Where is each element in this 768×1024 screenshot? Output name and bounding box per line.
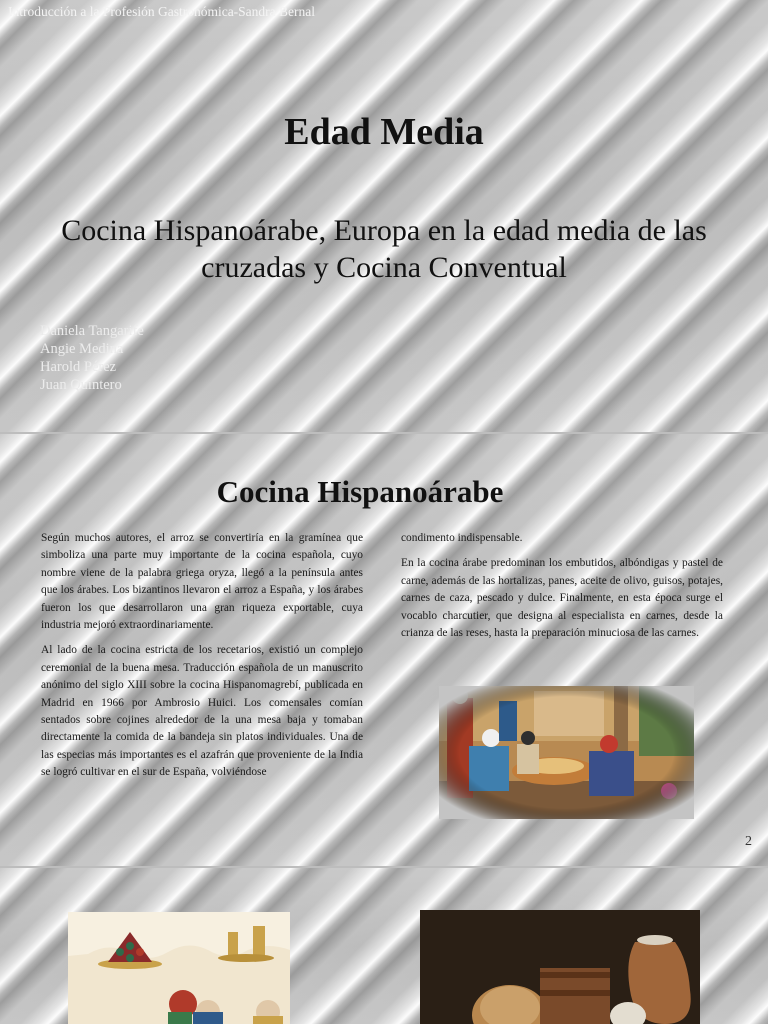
author-name: Daniela Tangarife bbox=[40, 323, 144, 339]
manuscript-illustration-image bbox=[68, 912, 290, 1024]
title-slide bbox=[0, 0, 768, 432]
paragraph: condimento indispensable. bbox=[401, 532, 523, 544]
next-slide bbox=[0, 868, 768, 1024]
still-life-painting bbox=[420, 910, 700, 1024]
author-name: Harold Pérez bbox=[40, 359, 117, 375]
slide-subtitle: Cocina Hispanoárabe, Europa en la edad media de las cruzadas y Cocina Conventual bbox=[61, 214, 707, 284]
still-life-painting-image bbox=[420, 910, 700, 1024]
course-header: Introducción a la Profesión Gastronómica-Sandra Bernal bbox=[8, 4, 316, 19]
author-list bbox=[40, 322, 144, 394]
page-number: 2 bbox=[745, 834, 752, 849]
feast-painting-image bbox=[439, 686, 694, 819]
text-column-left bbox=[41, 530, 363, 790]
author-name: Juan Quintero bbox=[40, 377, 122, 393]
text-column-right bbox=[401, 530, 723, 650]
paragraph: En la cocina árabe predominan los embutidos, albóndigas y pastel de carne, además de las hortalizas, panes, aceite de olivo, guisos, potajes, carnes de caza, pescado y dulce. Finalmente, en esta época surge el vocablo charcutier, que designa al especialista en carnes, desde la crianza de las reses, hasta la preparación minuciosa de las carnes. bbox=[401, 557, 723, 640]
feast-painting bbox=[439, 686, 694, 819]
slide-title: Edad Media bbox=[284, 111, 484, 153]
content-slide bbox=[0, 434, 768, 866]
manuscript-illustration bbox=[68, 912, 290, 1024]
paragraph: Al lado de la cocina estricta de los recetarios, existió un complejo ceremonial de la buena mesa. Traducción española de un manuscrito anónimo del siglo XIII sobre la cocina Hispanomagrebí, publicada en Madrid en 1966 por Ambrosio Huici. Los comensales comían sentados sobre cojines alrededor de la una mesa baja y tomaban directamente la comida de la bandeja sin platos individuales. Una de las especias más importantes es el azafrán que proveniente de la India se logró cultivar en el sur de España, volviéndose bbox=[41, 644, 363, 779]
paragraph: Según muchos autores, el arroz se convertiría en la gramínea que simboliza una parte muy importante de la cocina española, cuyo nombre viene de la palabra griega oryza, llegó a la península antes que los árabes. Los bizantinos llevaron el arroz a España, y los árabes fueron los que desarrollaron una gran riqueza exportable, cuya industria mejoró extraordinariamente. bbox=[41, 532, 363, 632]
slide-title: Cocina Hispanoárabe bbox=[216, 474, 504, 509]
author-name: Angie Medina bbox=[40, 341, 124, 357]
